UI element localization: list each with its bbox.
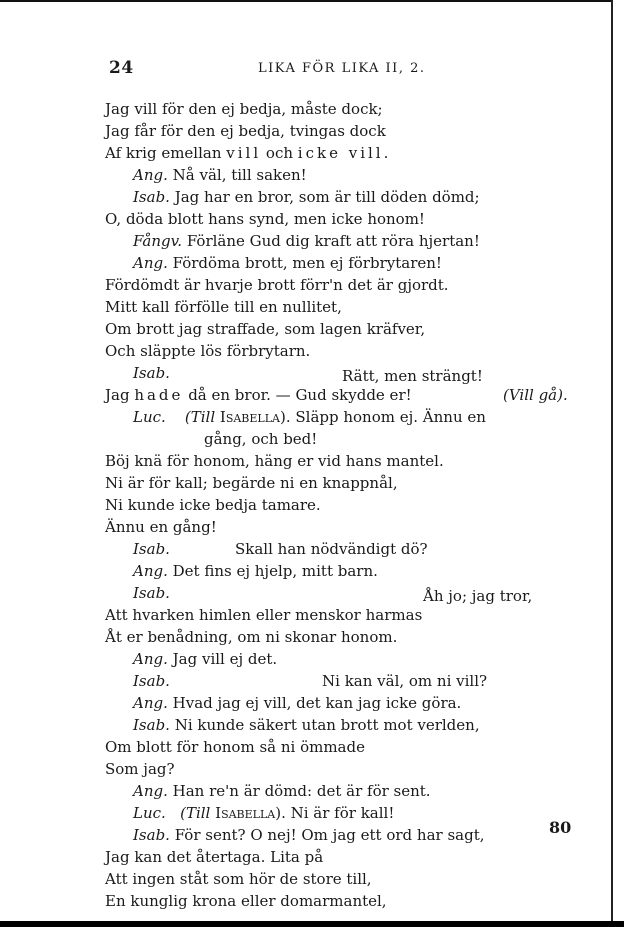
speech-line: Luc. (Till Isabella). Släpp honom ej. Ännu en bbox=[133, 408, 486, 426]
speaker-name: Ang. bbox=[133, 650, 168, 668]
verse-line: Om blott för honom så ni ömmade bbox=[105, 738, 365, 756]
running-head: LIKA FÖR LIKA II, 2. bbox=[258, 61, 426, 76]
stage-direction: (Vill gå). bbox=[503, 386, 568, 404]
verse-line: Rätt, men strängt! bbox=[342, 367, 483, 385]
speech-line bbox=[133, 671, 170, 691]
speaker-name: Isab. bbox=[133, 672, 170, 690]
verse-line: Om brott jag straffade, som lagen kräfver, bbox=[105, 320, 426, 338]
page-number: 24 bbox=[109, 58, 134, 78]
verse-line: Och släppte lös förbrytarn. bbox=[105, 342, 311, 360]
speaker-name: Isab. bbox=[133, 540, 170, 558]
verse-line: Ni kunde icke bedja tamare. bbox=[105, 496, 321, 514]
verse-line: Jag hade då en bror. — Gud skydde er! bbox=[105, 386, 412, 404]
speech-line: Ang. Nå väl, till saken! bbox=[133, 166, 307, 184]
verse-line: Åt er benådning, om ni skonar honom. bbox=[105, 628, 398, 646]
speaker-name: Isab. bbox=[133, 364, 170, 382]
verse-line: Af krig emellan vill och icke vill. bbox=[105, 144, 389, 162]
speaker-name: Ang. bbox=[133, 782, 168, 800]
verse-line: gång, och bed! bbox=[204, 430, 318, 448]
verse-line: Som jag? bbox=[105, 760, 175, 778]
verse-line: Att ingen ståt som hör de store till, bbox=[105, 870, 372, 888]
speaker-name: Ang. bbox=[133, 562, 168, 580]
page-top-border bbox=[0, 0, 612, 2]
speaker-name: Isab. bbox=[133, 716, 170, 734]
speech-line: Fångv. Förläne Gud dig kraft att röra hjertan! bbox=[133, 232, 480, 250]
verse-line: O, döda blott hans synd, men icke honom! bbox=[105, 210, 425, 228]
printer-signature: 80 bbox=[549, 818, 572, 837]
verse-line: En kunglig krona eller domarmantel, bbox=[105, 892, 387, 910]
verse-line: Ännu en gång! bbox=[105, 518, 217, 536]
speaker-name: Ang. bbox=[133, 694, 168, 712]
speaker-name: Isab. bbox=[133, 188, 170, 206]
speech-line: Luc. (Till Isabella). Ni är för kall! bbox=[133, 804, 395, 822]
speech-line bbox=[133, 363, 170, 383]
page-bottom-border bbox=[0, 921, 624, 927]
verse-line: Jag kan det återtaga. Lita på bbox=[105, 848, 324, 866]
page-right-border bbox=[611, 0, 613, 927]
speaker-name: Luc. bbox=[133, 408, 166, 426]
verse-line: Mitt kall förfölle till en nullitet, bbox=[105, 298, 342, 316]
speaker-name: Luc. bbox=[133, 804, 166, 822]
speaker-name: Fångv. bbox=[133, 232, 183, 250]
speaker-name: Ang. bbox=[133, 166, 168, 184]
speech-line: Ang. Fördöma brott, men ej förbrytaren! bbox=[133, 254, 442, 272]
speech-line: Ang. Han re'n är dömd: det är för sent. bbox=[133, 782, 431, 800]
verse-line: Ni är för kall; begärde ni en knappnål, bbox=[105, 474, 398, 492]
speech-line: Isab. Ni kunde säkert utan brott mot verlden, bbox=[133, 716, 480, 734]
speaker-name: Ang. bbox=[133, 254, 168, 272]
speech-line: Ang. Det fins ej hjelp, mitt barn. bbox=[133, 562, 378, 580]
speech-line: Ang. Jag vill ej det. bbox=[133, 650, 278, 668]
speech-line: Isab. Jag har en bror, som är till döden dömd; bbox=[133, 188, 480, 206]
verse-line: Jag får för den ej bedja, tvingas dock bbox=[105, 122, 386, 140]
verse-line: Att hvarken himlen eller menskor harmas bbox=[105, 606, 423, 624]
verse-line: Böj knä för honom, häng er vid hans mantel. bbox=[105, 452, 444, 470]
speech-line: Ang. Hvad jag ej vill, det kan jag icke göra. bbox=[133, 694, 462, 712]
speech-line bbox=[133, 539, 170, 559]
verse-line: Åh jo; jag tror, bbox=[423, 587, 533, 605]
speaker-name: Isab. bbox=[133, 826, 170, 844]
speech-line: Isab. För sent? O nej! Om jag ett ord har sagt, bbox=[133, 826, 485, 844]
verse-line: Ni kan väl, om ni vill? bbox=[322, 672, 488, 690]
verse-line: Skall han nödvändigt dö? bbox=[235, 540, 428, 558]
speech-line bbox=[133, 583, 170, 603]
verse-line: Jag vill för den ej bedja, måste dock; bbox=[105, 100, 383, 118]
verse-line: Fördömdt är hvarje brott förr'n det är gjordt. bbox=[105, 276, 449, 294]
speaker-name: Isab. bbox=[133, 584, 170, 602]
